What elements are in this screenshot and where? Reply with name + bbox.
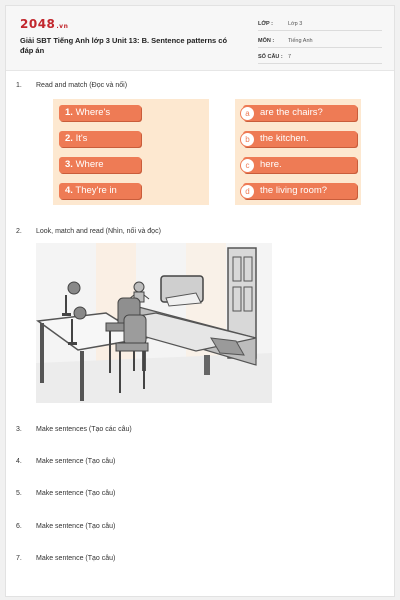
match-right-panel <box>235 99 361 205</box>
bedroom-drawing <box>36 243 272 403</box>
meta-class: LỚP : Lớp 3 <box>258 18 382 31</box>
question-4: 4. Make sentence (Tạo câu) <box>16 458 116 465</box>
question-6: 6. Make sentence (Tạo câu) <box>16 523 116 530</box>
question-5: 5. Make sentence (Tạo câu) <box>16 490 116 497</box>
match-left-item-1[interactable]: 1. Where's <box>59 105 141 121</box>
match-right-item-c[interactable]: c here. <box>243 157 357 173</box>
match-right-item-b[interactable]: b the kitchen. <box>243 131 357 147</box>
question-7: 7. Make sentence (Tạo câu) <box>16 555 116 562</box>
match-left-panel <box>53 99 209 205</box>
question-2: 2. Look, match and read (Nhìn, nối và đọc) <box>16 228 161 235</box>
bedroom-illustration <box>36 243 272 403</box>
site-logo[interactable]: 2048.vn <box>20 17 69 31</box>
page-header <box>6 6 394 71</box>
match-left-item-4[interactable]: 4. They're in <box>59 183 141 199</box>
question-1: 1. Read and match (Đọc và nối) <box>16 82 128 89</box>
meta-subject: MÔN : Tiếng Anh <box>258 35 382 48</box>
match-right-item-a[interactable]: a are the chairs? <box>243 105 357 121</box>
page-title: Giải SBT Tiếng Anh lớp 3 Unit 13: B. Sentence patterns có đáp án <box>20 36 228 55</box>
question-3: 3. Make sentences (Tạo các câu) <box>16 426 132 433</box>
meta-count: SỐ CÂU : 7 <box>258 51 382 64</box>
match-left-item-3[interactable]: 3. Where <box>59 157 141 173</box>
match-right-item-d[interactable]: d the living room? <box>243 183 357 199</box>
match-left-item-2[interactable]: 2. It's <box>59 131 141 147</box>
